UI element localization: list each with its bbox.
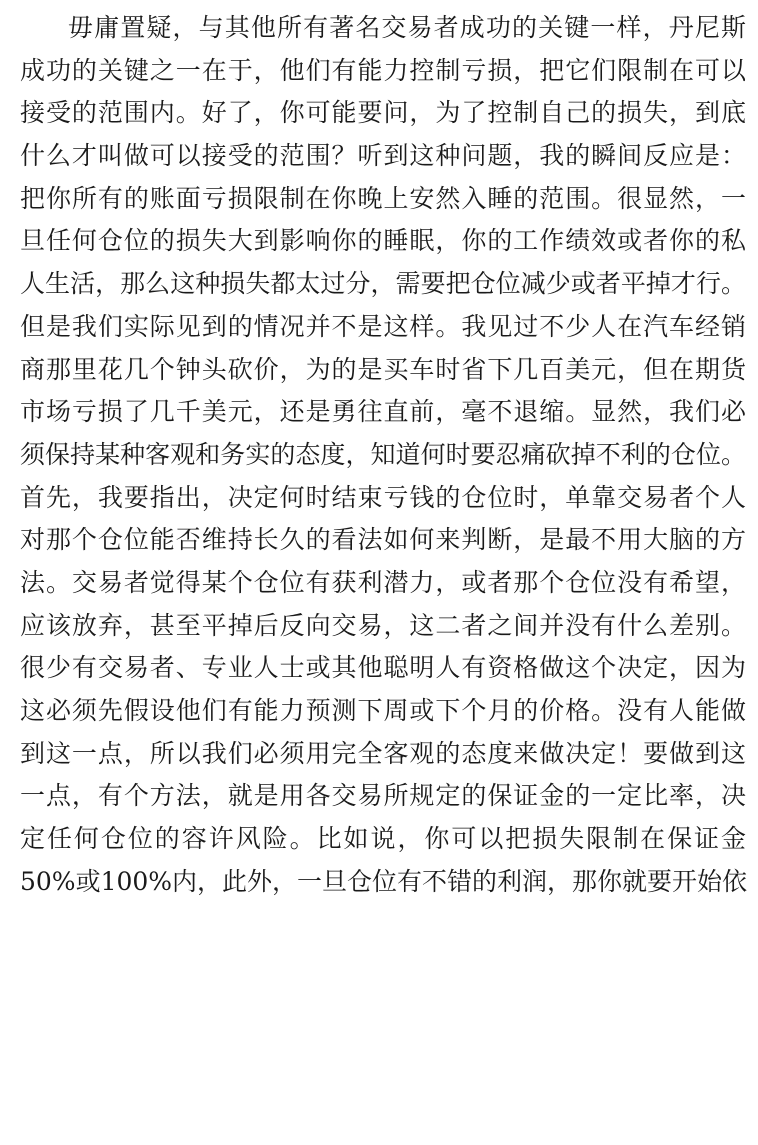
- text-line: 毋庸置疑，与其他所有著名交易者成功的关键一样，丹尼斯: [68, 13, 746, 42]
- body-paragraph: [20, 7, 746, 903]
- text-line: 一点，有个方法，就是用各交易所规定的保证金的一定比率，决: [20, 781, 746, 811]
- text-line: 成功的关键之一在于，他们有能力控制亏损，把它们限制在可以: [20, 55, 746, 85]
- text-line: 把你所有的账面亏损限制在你晚上安然入睡的范围。很显然，一: [20, 183, 746, 213]
- text-line: 市场亏损了几千美元，还是勇往直前，毫不退缩。显然，我们必: [20, 397, 746, 427]
- text-line: 但是我们实际见到的情况并不是这样。我见过不少人在汽车经销: [20, 311, 746, 341]
- text-line: 到这一点，所以我们必须用完全客观的态度来做决定！要做到这: [20, 738, 746, 768]
- text-line: 应该放弃，甚至平掉后反向交易，这二者之间并没有什么差别。: [20, 610, 746, 640]
- text-line: 首先，我要指出，决定何时结束亏钱的仓位时，单靠交易者个人: [20, 482, 746, 512]
- text-line: 这必须先假设他们有能力预测下周或下个月的价格。没有人能做: [20, 696, 746, 725]
- text-line: 什么才叫做可以接受的范围？听到这种问题，我的瞬间反应是：: [20, 141, 746, 171]
- text-line: 旦任何仓位的损失大到影响你的睡眠，你的工作绩效或者你的私: [20, 226, 746, 256]
- text-line: 对那个仓位能否维持长久的看法如何来判断，是最不用大脑的方: [20, 525, 746, 555]
- text-line: 50%或100%内，此外，一旦仓位有不错的利润，那你就要开始依: [20, 866, 748, 896]
- text-line: 商那里花几个钟头砍价，为的是买车时省下几百美元，但在期货: [20, 354, 746, 384]
- text-line: 很少有交易者、专业人士或其他聪明人有资格做这个决定，因为: [20, 653, 746, 683]
- text-line: 接受的范围内。好了，你可能要问，为了控制自己的损失，到底: [20, 98, 746, 128]
- text-line: 定任何仓位的容许风险。比如说，你可以把损失限制在保证金: [20, 824, 746, 854]
- text-line: 法。交易者觉得某个仓位有获利潜力，或者那个仓位没有希望，: [20, 567, 746, 597]
- text-line: 须保持某种客观和务实的态度，知道何时要忍痛砍掉不利的仓位。: [20, 439, 746, 469]
- text-line: 人生活，那么这种损失都太过分，需要把仓位减少或者平掉才行。: [20, 269, 746, 299]
